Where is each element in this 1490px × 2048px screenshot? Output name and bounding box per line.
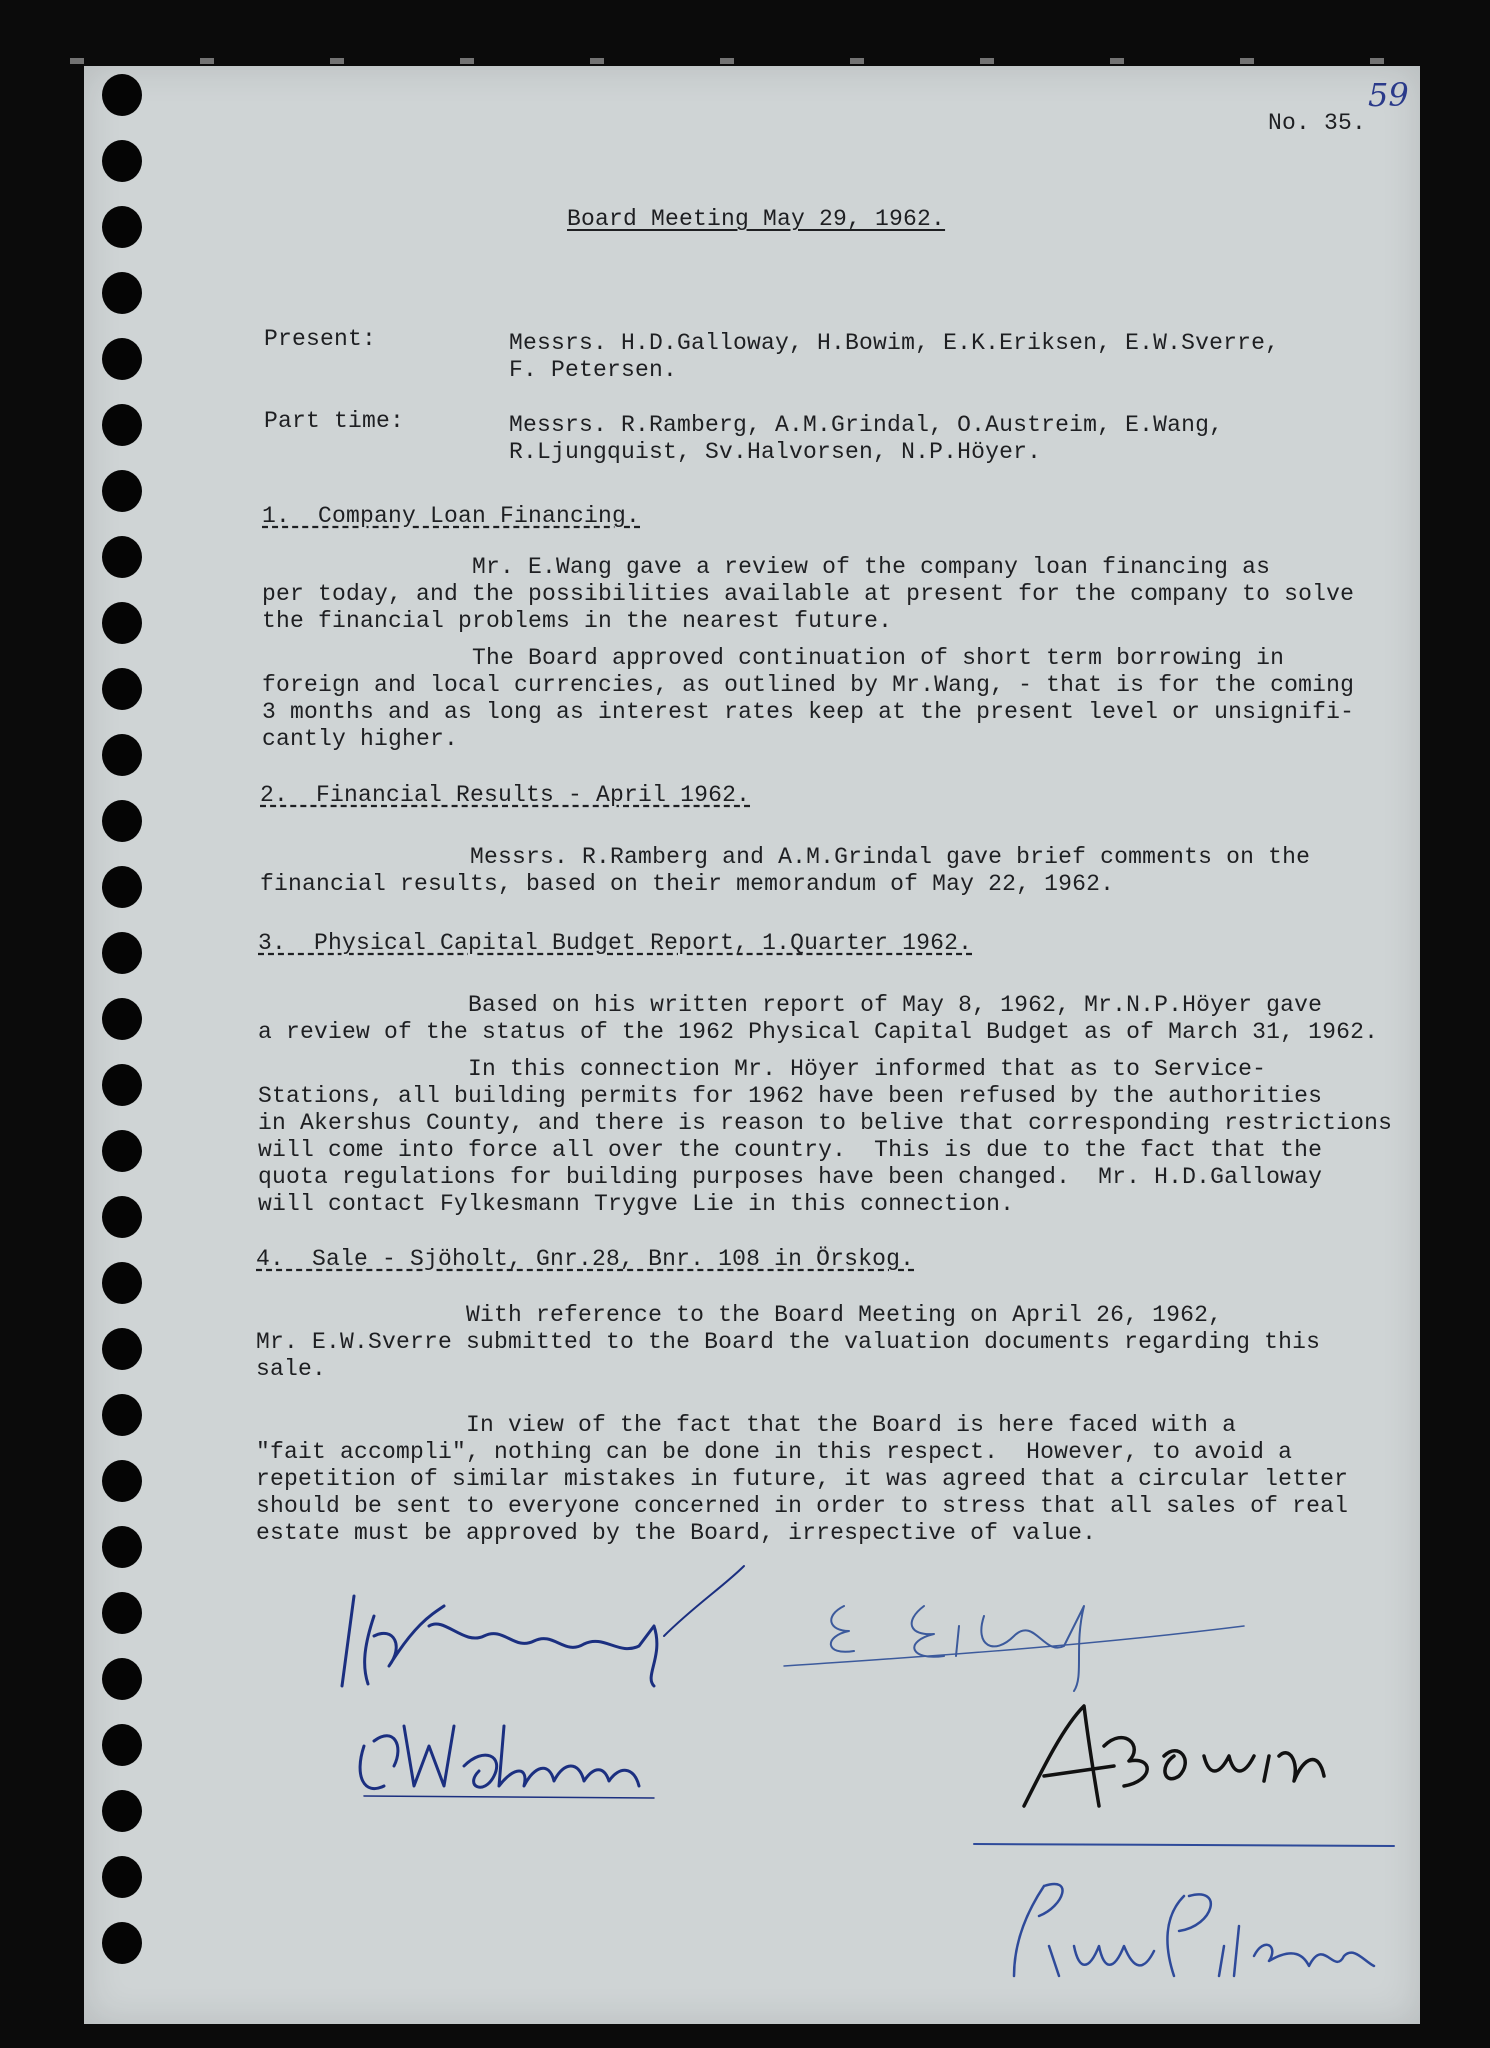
section-heading: 4. Sale - Sjöholt, Gnr.28, Bnr. 108 in Örskog. — [256, 1246, 915, 1272]
body-line: should be sent to everyone concerned in order to stress that all sales of real — [256, 1493, 1349, 1519]
binder-hole — [102, 1262, 142, 1304]
body-line: Mr. E.Wang gave a review of the company loan financing as — [262, 554, 1271, 580]
binder-hole — [102, 734, 142, 776]
body-line: cantly higher. — [262, 726, 459, 752]
binder-hole — [102, 1394, 142, 1436]
body-line: a review of the status of the 1962 Physical Capital Budget as of March 31, 1962. — [258, 1019, 1379, 1045]
body-line: "fait accompli", nothing can be done in this respect. However, to avoid a — [256, 1439, 1293, 1465]
binder-hole — [102, 1130, 142, 1172]
binder-hole — [102, 800, 142, 842]
document-page — [84, 66, 1420, 2024]
binder-hole — [102, 338, 142, 380]
page-number: 59 — [1368, 76, 1409, 114]
parttime-label: Part time: — [264, 408, 405, 434]
body-line: per today, and the possibilities available at present for the company to solve — [262, 581, 1355, 607]
body-line: estate must be approved by the Board, irrespective of value. — [256, 1520, 1097, 1546]
binder-hole — [102, 932, 142, 974]
body-line: in Akershus County, and there is reason to belive that corresponding restrictions — [258, 1110, 1393, 1136]
signature-bowim — [1014, 1686, 1354, 1826]
present-names: Messrs. H.D.Galloway, H.Bowim, E.K.Eriksen, E.W.Sverre, — [509, 330, 1280, 356]
body-line: Stations, all building permits for 1962 have been refused by the authorities — [258, 1083, 1323, 1109]
present-label: Present: — [264, 326, 377, 352]
binder-hole — [102, 1526, 142, 1568]
body-line: will contact Fylkesmann Trygve Lie in this connection. — [258, 1191, 1015, 1217]
binder-hole — [102, 1328, 142, 1370]
binder-hole — [102, 272, 142, 314]
present-names: F. Petersen. — [509, 357, 678, 383]
binder-hole — [102, 1196, 142, 1238]
body-line: will come into force all over the country. This is due to the fact that the — [258, 1137, 1323, 1163]
binder-hole — [102, 998, 142, 1040]
body-line: In view of the fact that the Board is here faced with a — [256, 1412, 1237, 1438]
binder-hole — [102, 1592, 142, 1634]
signature-petersen — [964, 1836, 1404, 1986]
binder-hole — [102, 140, 142, 182]
body-line: foreign and local currencies, as outlined by Mr.Wang, - that is for the coming — [262, 672, 1355, 698]
body-line: sale. — [256, 1356, 327, 1382]
binder-hole — [102, 668, 142, 710]
binder-hole — [102, 206, 142, 248]
body-line: Messrs. R.Ramberg and A.M.Grindal gave brief comments on the — [260, 844, 1311, 870]
parttime-names: Messrs. R.Ramberg, A.M.Grindal, O.Austreim, E.Wang, — [509, 412, 1224, 438]
section-heading: 3. Physical Capital Budget Report, 1.Quarter 1962. — [258, 930, 973, 956]
binder-hole — [102, 1724, 142, 1766]
body-line: The Board approved continuation of short term borrowing in — [262, 645, 1285, 671]
binder-hole — [102, 404, 142, 446]
body-line: repetition of similar mistakes in future, it was agreed that a circular letter — [256, 1466, 1349, 1492]
body-line: financial results, based on their memorandum of May 22, 1962. — [260, 871, 1115, 897]
binder-hole — [102, 602, 142, 644]
body-line: quota regulations for building purposes have been changed. Mr. H.D.Galloway — [258, 1164, 1323, 1190]
binder-hole — [102, 1856, 142, 1898]
binder-hole — [102, 470, 142, 512]
binder-hole — [102, 1922, 142, 1964]
binder-hole — [102, 1658, 142, 1700]
binder-hole — [102, 536, 142, 578]
signature-sverre — [354, 1686, 694, 1806]
scan-edge-marks — [70, 58, 1460, 64]
body-line: Mr. E.W.Sverre submitted to the Board the valuation documents regarding this — [256, 1329, 1321, 1355]
section-heading: 2. Financial Results - April 1962. — [260, 782, 751, 808]
binder-hole — [102, 1460, 142, 1502]
section-heading: 1. Company Loan Financing. — [262, 503, 641, 529]
body-line: With reference to the Board Meeting on April 26, 1962, — [256, 1302, 1223, 1328]
parttime-names: R.Ljungquist, Sv.Halvorsen, N.P.Höyer. — [509, 439, 1042, 465]
binder-hole — [102, 1064, 142, 1106]
page-title: Board Meeting May 29, 1962. — [567, 206, 946, 232]
binder-hole — [102, 74, 142, 116]
binder-hole — [102, 1790, 142, 1832]
document-number: No. 35. — [1268, 110, 1367, 136]
binder-hole — [102, 866, 142, 908]
signature-eriksen — [784, 1586, 1284, 1696]
body-line: In this connection Mr. Höyer informed that as to Service- — [258, 1056, 1267, 1082]
body-line: the financial problems in the nearest future. — [262, 608, 893, 634]
body-line: Based on his written report of May 8, 1962, Mr.N.P.Höyer gave — [258, 992, 1323, 1018]
body-line: 3 months and as long as interest rates keep at the present level or unsignifi- — [262, 699, 1355, 725]
